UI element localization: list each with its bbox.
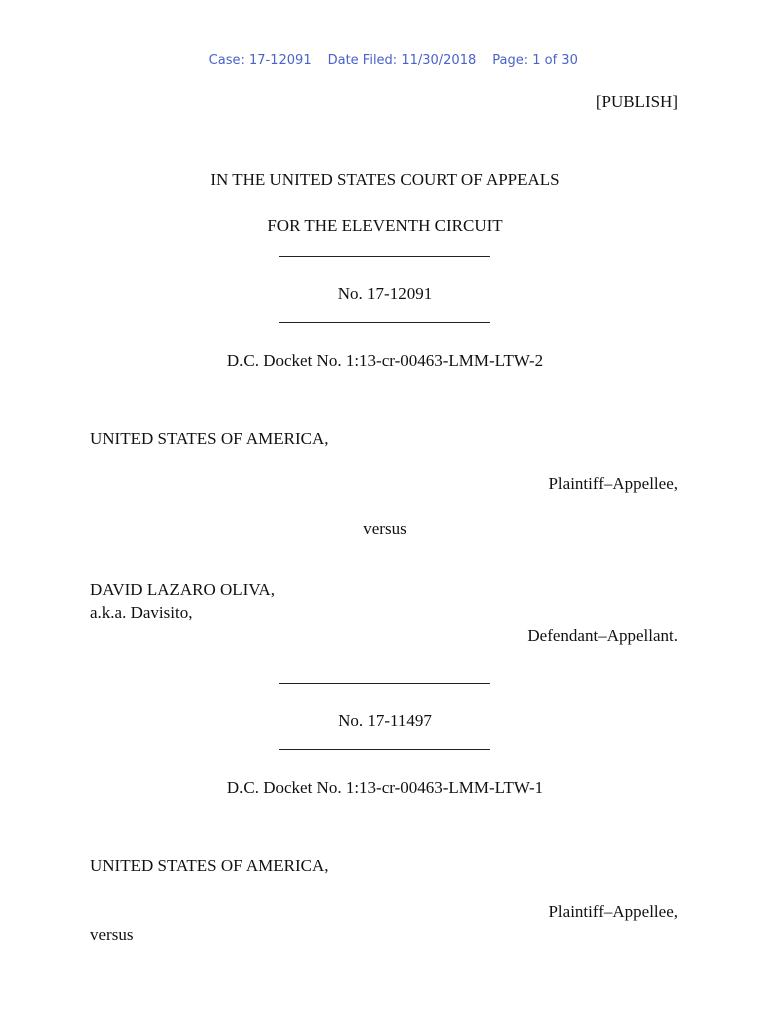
section-rule	[279, 683, 490, 684]
versus-label: versus	[90, 925, 134, 944]
case-number: No. 17-12091	[337, 284, 433, 303]
header-date-filed: Date Filed: 11/30/2018	[327, 53, 477, 68]
defendant-role: Defendant–Appellant.	[527, 626, 678, 645]
section-rule	[279, 322, 490, 323]
section-rule	[279, 749, 490, 750]
versus-label: versus	[363, 519, 407, 538]
plaintiff-role: Plaintiff–Appellee,	[548, 902, 678, 921]
header-page-number: Page: 1 of 30	[492, 53, 578, 68]
section-rule	[279, 256, 490, 257]
defendant-alias: a.k.a. Davisito,	[90, 603, 193, 622]
docket-number: D.C. Docket No. 1:13-cr-00463-LMM-LTW-1	[226, 778, 544, 797]
plaintiff-role: Plaintiff–Appellee,	[548, 474, 678, 493]
case-number: No. 17-11497	[338, 711, 432, 730]
court-name: IN THE UNITED STATES COURT OF APPEALS	[210, 170, 560, 189]
docket-number: D.C. Docket No. 1:13-cr-00463-LMM-LTW-2	[226, 351, 544, 370]
plaintiff-name: UNITED STATES OF AMERICA,	[90, 429, 329, 448]
plaintiff-name: UNITED STATES OF AMERICA,	[90, 856, 329, 875]
header-case-number: Case: 17-12091	[208, 53, 312, 68]
defendant-name: DAVID LAZARO OLIVA,	[90, 580, 275, 599]
filing-header	[0, 38, 770, 83]
publish-tag: [PUBLISH]	[595, 92, 678, 111]
circuit-name: FOR THE ELEVENTH CIRCUIT	[267, 216, 503, 235]
